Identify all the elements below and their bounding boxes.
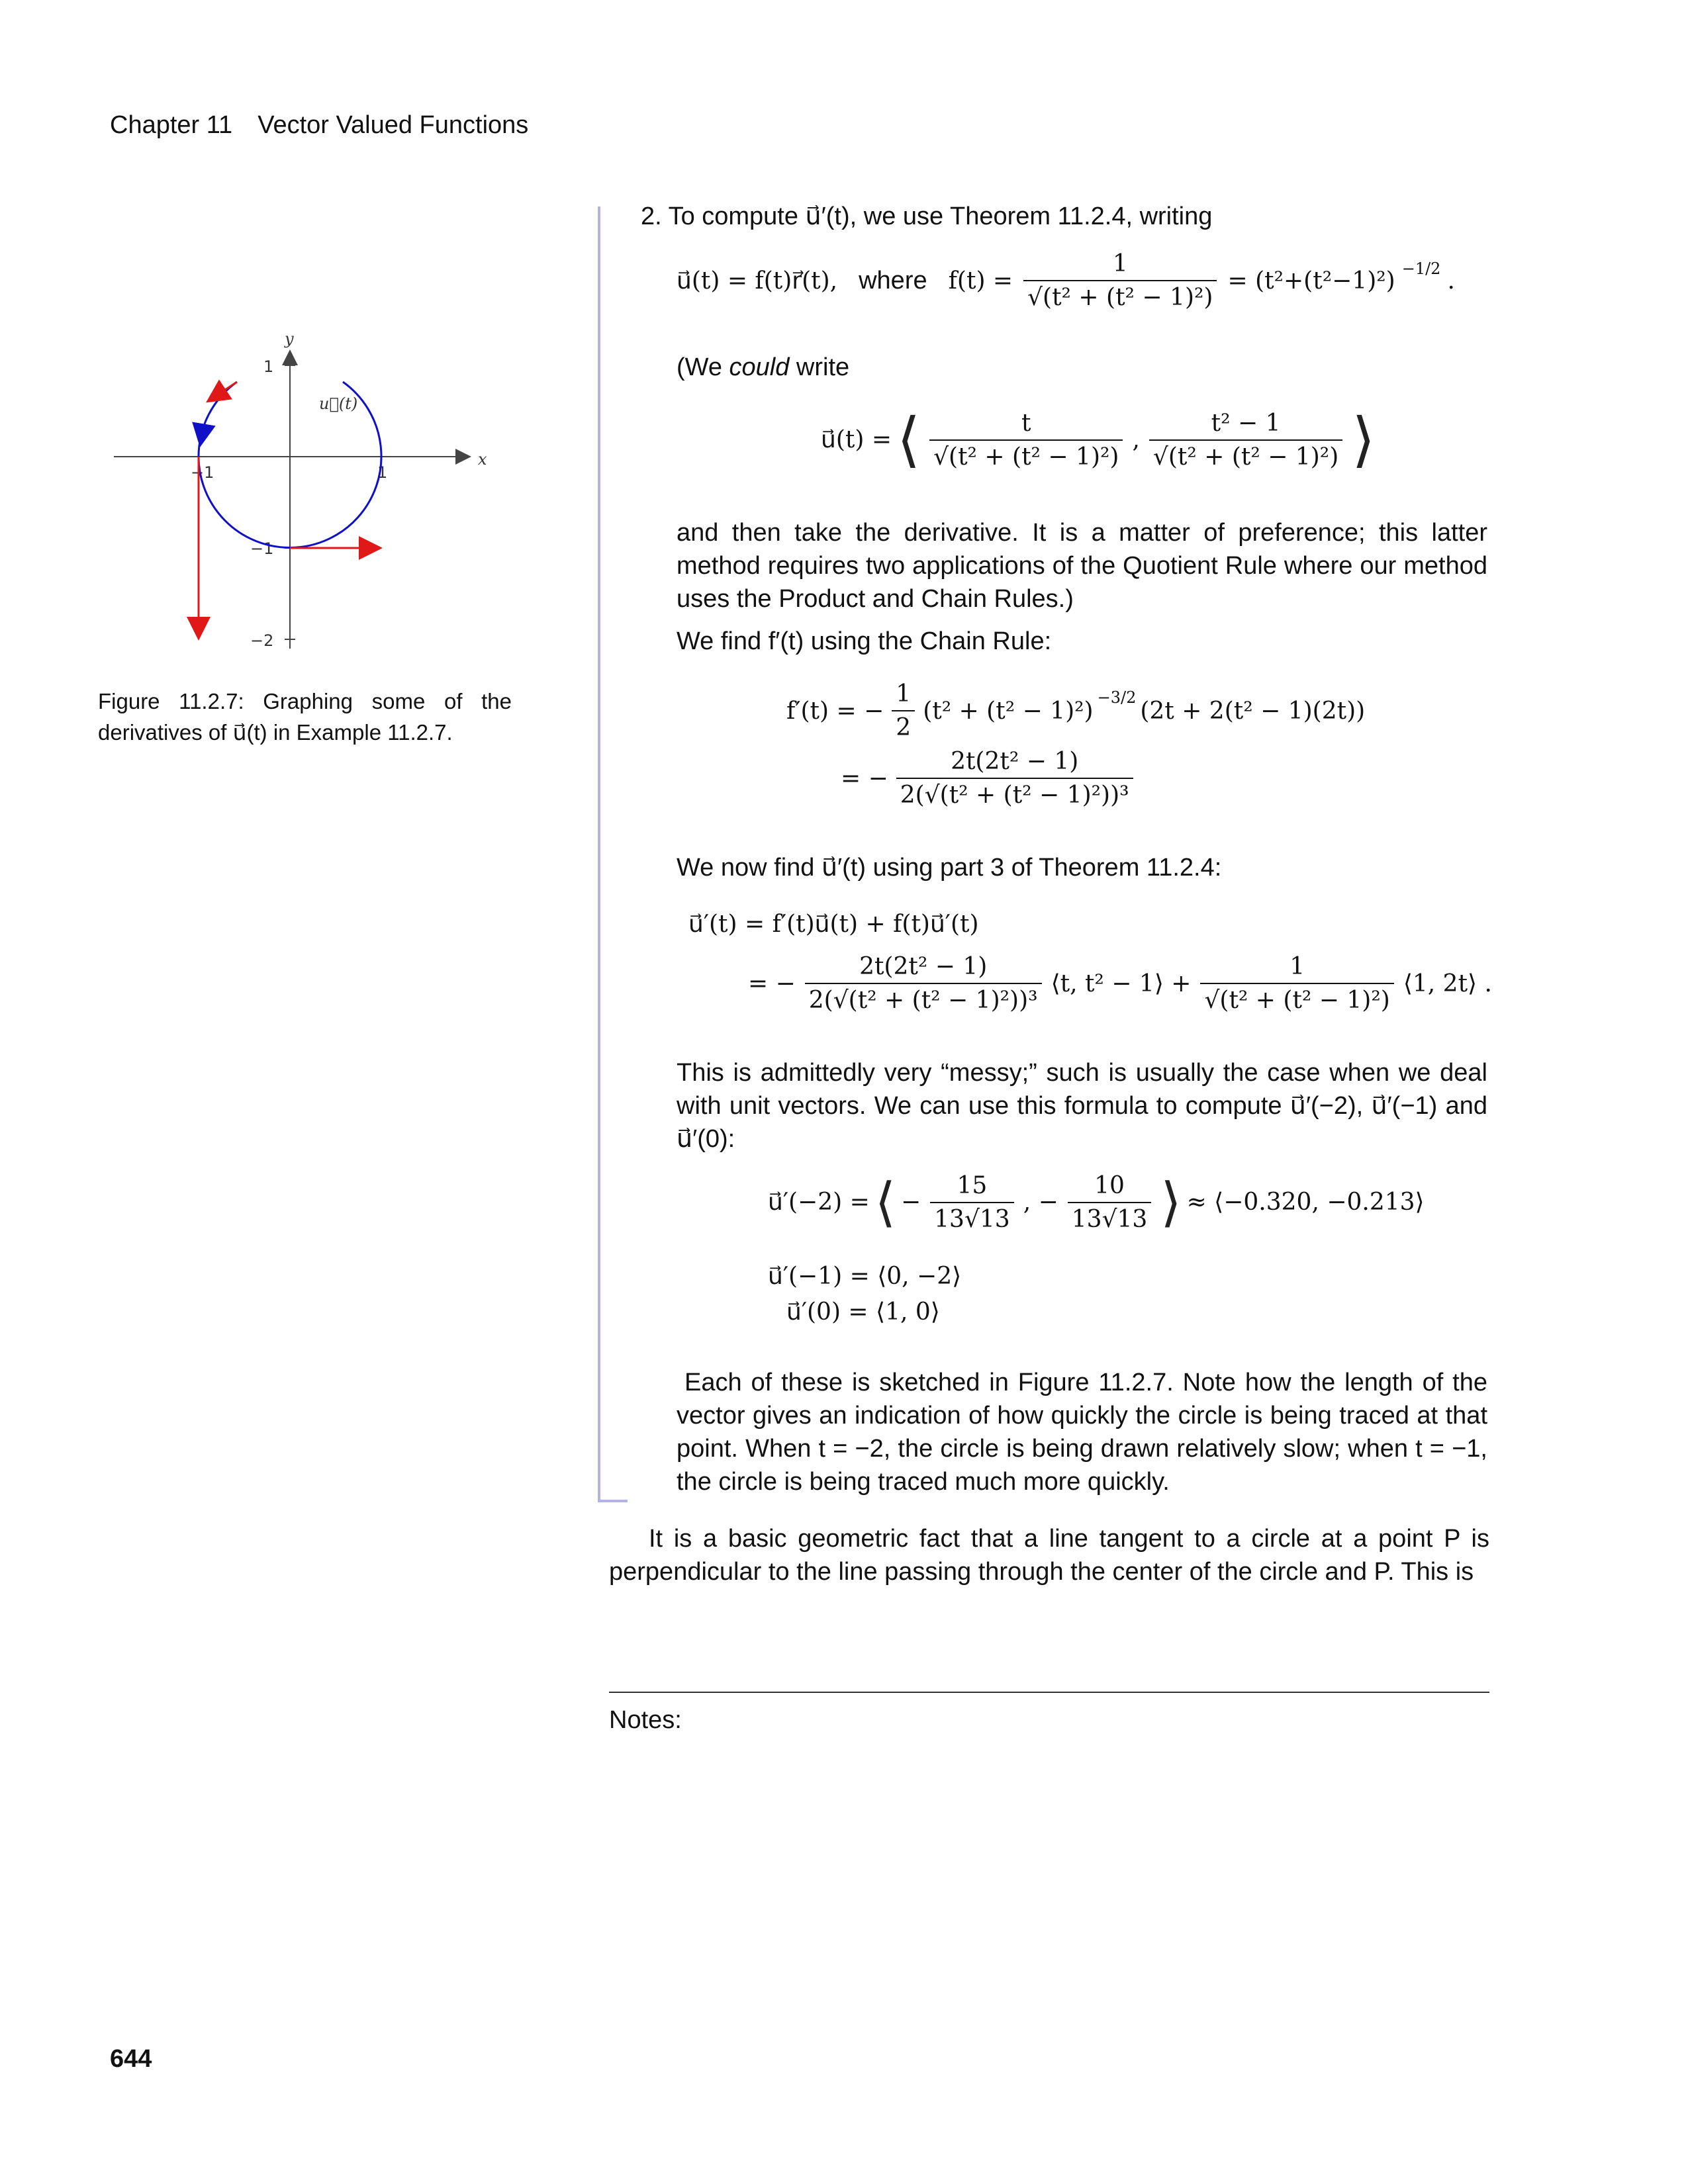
eq3-tail: (2t + 2(t² − 1)(2t)) (1140, 697, 1366, 725)
eq6-vec1: ⟨t, t² − 1⟩ + (1051, 970, 1192, 997)
eq7-num2: 10 (1094, 1171, 1125, 1199)
eq3-lhs: f′(t) = − (786, 697, 884, 725)
eq6-frac1 (805, 953, 1042, 1014)
eq2-num2: t² − 1 (1211, 409, 1281, 437)
equation-4 (841, 748, 1137, 809)
eq7-frac2 (1068, 1172, 1152, 1233)
eq1-where: where (859, 266, 927, 295)
example-sidebar-line (598, 206, 600, 1502)
axis-y-label: y (285, 330, 294, 348)
vector-u-prime-neg2 (209, 382, 237, 400)
para-then-take-derivative: and then take the derivative. It is a matter of preference; this latter method requires two applications of the Quotient Rule where our method uses the Product and Chain Rules.) (677, 519, 1487, 613)
eq1-denominator: √(t² + (t² − 1)²) (1023, 280, 1217, 311)
para-basic-fact: It is a basic geometric fact that a line tangent to a circle at a point P is perpendicular to the line passing through the center of the circle and P. This is (609, 1525, 1489, 1586)
eq1-f: f(t) = (948, 267, 1013, 295)
chapter-title: Vector Valued Functions (258, 111, 529, 139)
could-word: could (729, 353, 790, 381)
eq6-frac2 (1200, 953, 1393, 1014)
item-2-intro: 2. To compute u⃗′(t), we use Theorem 11.2.4, writing (641, 203, 1213, 230)
running-header (110, 111, 528, 140)
eq1-end: . (1447, 267, 1455, 295)
eq1-numerator: 1 (1112, 250, 1128, 277)
equation-2: u⃗(t) = ⟨ $\frac{t}{\text{√(t² + (t² − 1)²)}}$ , $\frac{\text{t² − 1}}{\text{√(t² + (t² − 1)²)}}$ ⟩ (821, 405, 1376, 475)
tick-label-x-pos1: 1 (377, 463, 388, 482)
tick-label-y-neg1: −1 (250, 539, 274, 558)
para-messy: This is admittedly very “messy;” such is usually the case when we deal with unit vectors. We can use this formula to compute u⃗′(−2), u⃗′(−1) and u⃗′(0): (677, 1059, 1487, 1153)
eq7-frac1 (930, 1172, 1014, 1233)
axis-x-label: x (478, 450, 487, 469)
eq1-rhs: = (t²+(t²−1)²) (1227, 267, 1395, 295)
eq2-num1: t (1021, 409, 1031, 437)
tick-label-y-pos1: 1 (263, 357, 274, 376)
equation-6 (748, 953, 1492, 1014)
eq4-fraction (896, 748, 1133, 809)
eq3-half-den: 2 (892, 710, 915, 741)
equation-8: u⃗′(−1) = ⟨0, −2⟩ (768, 1263, 962, 1290)
eq3-mid: (t² + (t² − 1)²) (923, 697, 1094, 725)
eq2-den1: √(t² + (t² − 1)²) (929, 439, 1123, 471)
curve-label: u⃗(t) (319, 394, 358, 413)
equation-1 (677, 250, 1455, 311)
eq1-fraction (1023, 250, 1217, 311)
figure-11-2-7 (106, 324, 516, 668)
eq6-lhs: = − (748, 970, 796, 997)
eq4-den: 2(√(t² + (t² − 1)²))³ (896, 778, 1133, 809)
eq1-lhs: u⃗(t) = f(t)r⃗(t), (677, 267, 838, 295)
notes-divider (609, 1692, 1489, 1693)
page-number: 644 (110, 2045, 152, 2073)
eq4-num: 2t(2t² − 1) (951, 748, 1079, 775)
eq7-den1: 13√13 (930, 1202, 1014, 1233)
chapter-number: Chapter 11 (110, 111, 233, 139)
eq6-den: 2(√(t² + (t² − 1)²))³ (805, 983, 1042, 1014)
figure-caption: Figure 11.2.7: Graphing some of the derivatives of u⃗(t) in Example 11.2.7. (98, 689, 512, 745)
eq7-approx: ≈ ⟨−0.320, −0.213⟩ (1186, 1189, 1425, 1216)
eq2-frac1 (929, 410, 1123, 471)
tick-label-y-neg2: −2 (250, 631, 274, 650)
eq7-num1: 15 (957, 1171, 988, 1199)
could-write-line (677, 351, 849, 384)
para-now-find: We now find u⃗′(t) using part 3 of Theorem 11.2.4: (677, 854, 1222, 882)
eq7-den2: 13√13 (1068, 1202, 1152, 1233)
eq6-num: 2t(2t² − 1) (859, 953, 988, 980)
eq3-exp: −3/2 (1097, 688, 1137, 707)
eq7-lhs: u⃗′(−2) = (768, 1189, 870, 1216)
para-find-fprime: We find f′(t) using the Chain Rule: (677, 627, 1052, 655)
equation-7: u⃗′(−2) = ⟨ − $\frac{15}{13√13}$ , − $\frac{10}{13√13}$ ⟩ ≈ ⟨−0.320, −0.213⟩ (768, 1171, 1425, 1233)
eq3-half-num: 1 (896, 680, 912, 707)
eq2-lhs: u⃗(t) = (821, 426, 892, 453)
could-pre: (We (677, 353, 729, 381)
eq6-num2: 1 (1289, 953, 1305, 980)
equation-9: u⃗′(0) = ⟨1, 0⟩ (786, 1298, 940, 1326)
eq3-half (892, 680, 915, 741)
eq6-den2: √(t² + (t² − 1)²) (1200, 983, 1393, 1014)
example-sidebar-foot (598, 1500, 628, 1502)
eq2-frac2 (1149, 410, 1342, 471)
notes-label: Notes: (609, 1706, 682, 1734)
equation-5: u⃗′(t) = f′(t)u⃗(t) + f(t)u⃗′(t) (688, 911, 979, 938)
para-each-sketched: Each of these is sketched in Figure 11.2.7. Note how the length of the vector gives an indication of how quickly the circle is being traced at that point. When t = −2, the circle is being drawn relatively slow; when t = −1, the circle is being traced much more quickly. (677, 1369, 1487, 1496)
tick-label-x-neg1: −1 (191, 463, 214, 482)
eq1-exponent: −1/2 (1401, 259, 1441, 278)
eq6-vec2: ⟨1, 2t⟩ . (1403, 970, 1492, 997)
eq2-den2: √(t² + (t² − 1)²) (1149, 439, 1342, 471)
equation-3 (786, 680, 1365, 741)
eq4-lhs: = − (841, 764, 888, 792)
could-post: write (789, 353, 850, 381)
